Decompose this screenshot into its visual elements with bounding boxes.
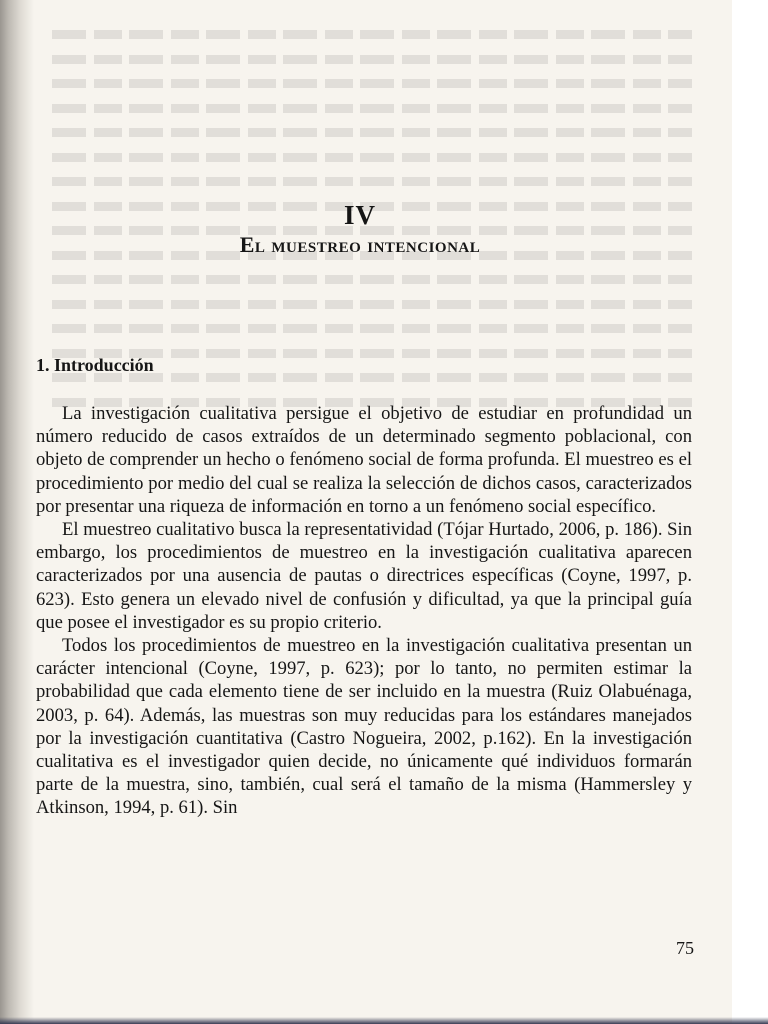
- body-text: [36, 402, 692, 820]
- chapter-title: El muestreo intencional: [239, 232, 481, 257]
- chapter-number: IV: [343, 200, 376, 230]
- paragraph: La investigación cualitativa persigue el objetivo de estudiar en profundidad un número reducido de casos extraídos de un determinado segmento poblacional, con objeto de comprender un hecho o fenómeno social de forma profunda. El muestreo es el procedimiento por medio del cual se realiza la selección de dichos casos, caracterizados por presentar una riqueza de información en torno a un fenómeno social específico.: [36, 403, 692, 517]
- scan-bottom-edge: [0, 1017, 768, 1024]
- paragraph: El muestreo cualitativo busca la representatividad (Tójar Hurtado, 2006, p. 186). Sin embargo, los procedimientos de muestreo en la investigación cualitativa aparecen caracterizados por una ausencia de pautas o directrices específicas (Coyne, 1997, p. 623). Esto genera un elevado nivel de confusión y dificultad, ya que la principal guía que posee el investigador es su propio criterio.: [36, 519, 692, 633]
- section-heading: 1. Introducción: [36, 355, 154, 375]
- page-number: 75: [676, 938, 694, 958]
- scan-margin: [732, 0, 768, 1024]
- paragraph: Todos los procedimientos de muestreo en la investigación cualitativa presentan un carácter intencional (Coyne, 1997, p. 623); por lo tanto, no permiten estimar la probabilidad que cada elemento tiene de ser incluido en la muestra (Ruiz Olabuénaga, 2003, p. 64). Además, las muestras son muy reducidas para los estándares manejados por la investigación cuantitativa (Castro Nogueira, 2002, p.162). En la investigación cualitativa es el investigador quien decide, no únicamente qué individuos formarán parte de la muestra, sino, también, cual será el tamaño de la misma (Hammersley y Atkinson, 1994, p. 61). Sin: [36, 635, 692, 819]
- binding-shadow: [0, 0, 34, 1024]
